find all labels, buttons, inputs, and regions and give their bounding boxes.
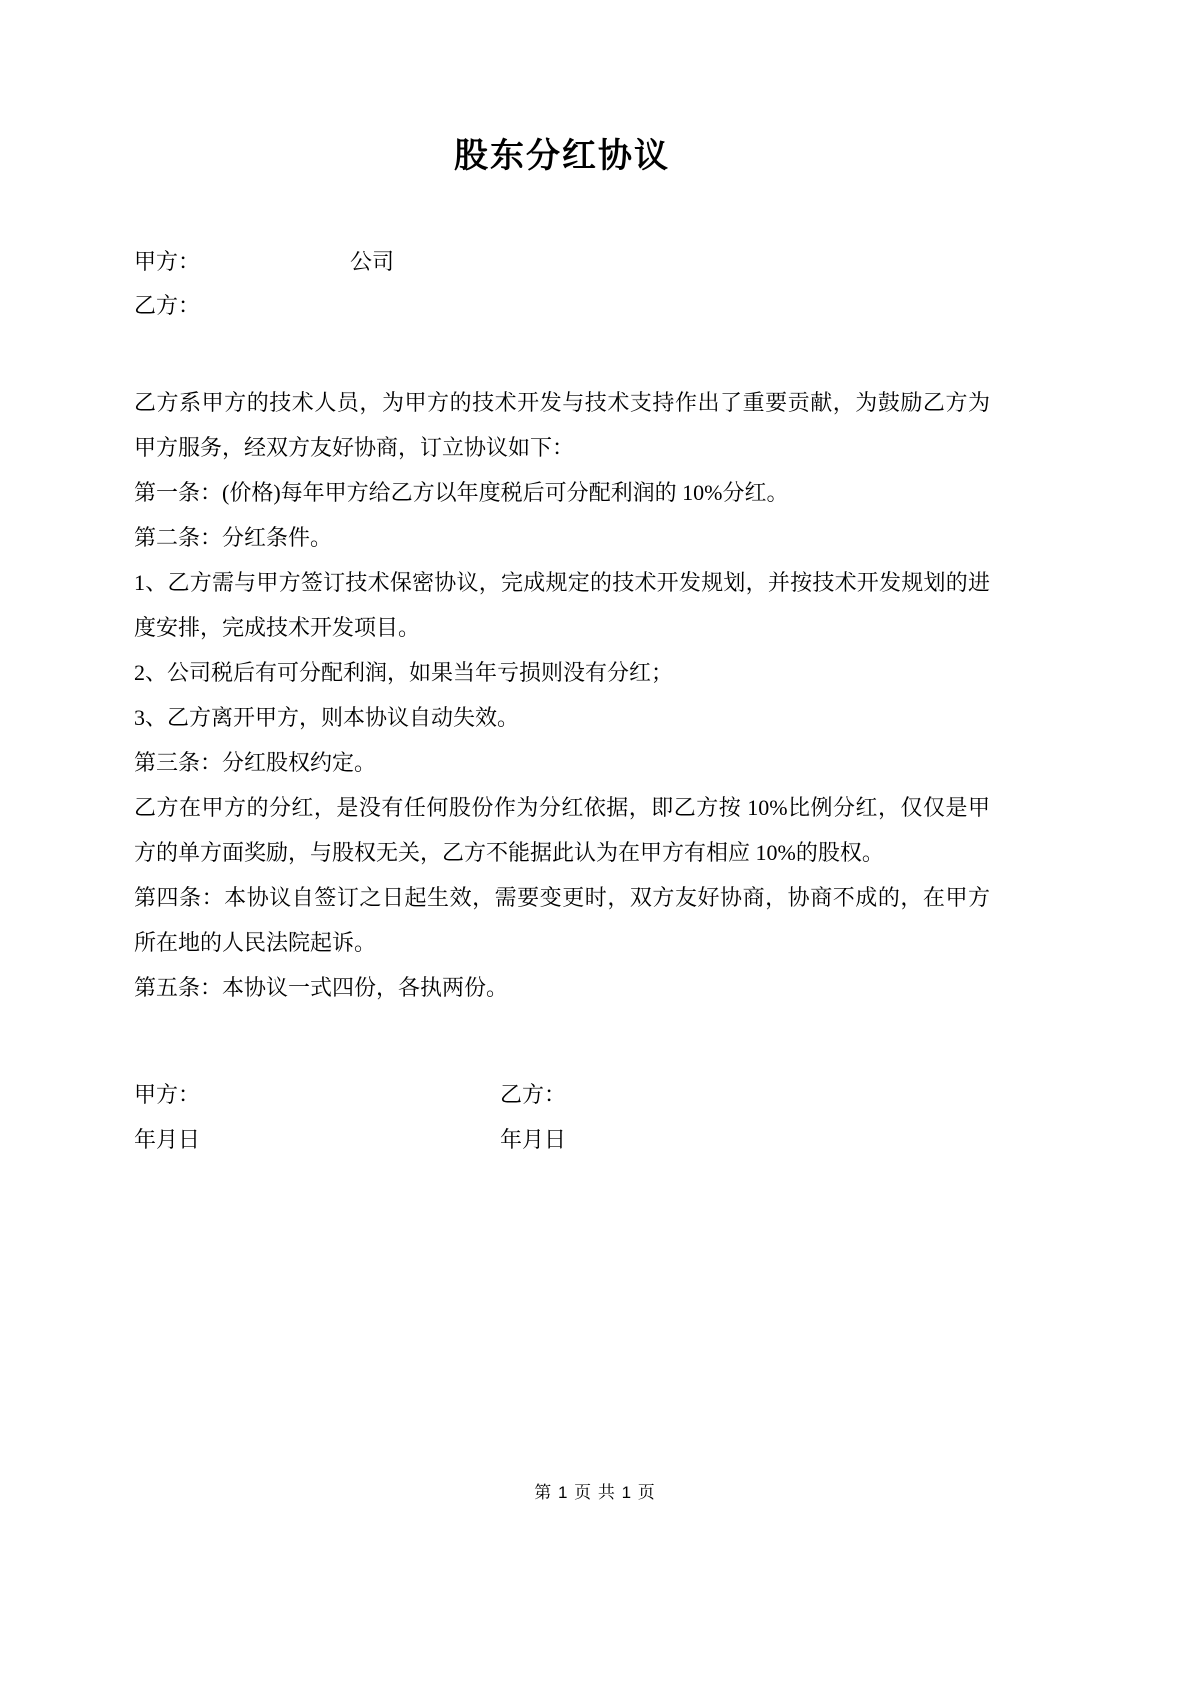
paragraph-article-3-body: 乙方在甲方的分红，是没有任何股份作为分红依据，即乙方按 10%比例分红，仅仅是甲方的单方面奖励，与股权无关，乙方不能据此认为在甲方有相应 10%的股权。 xyxy=(134,795,990,866)
party-row-b xyxy=(134,284,990,328)
paragraph-article-3: 第三条：分红股权约定。 xyxy=(134,750,377,776)
paragraph-item-3: 3、乙方离开甲方，则本协议自动失效。 xyxy=(134,705,520,731)
paragraph-article-2: 第二条：分红条件。 xyxy=(134,525,333,551)
signature-block xyxy=(134,1072,990,1162)
paragraph-article-1: 第一条：(价格)每年甲方给乙方以年度税后可分配利润的 10%分红。 xyxy=(134,480,789,506)
party-b-label: 乙方： xyxy=(134,293,201,319)
paragraph-article-4: 第四条：本协议自签订之日起生效，需要变更时，双方友好协商，协商不成的，在甲方所在地的人民法院起诉。 xyxy=(134,885,990,956)
party-row-a xyxy=(134,240,990,284)
party-block xyxy=(134,240,990,328)
paragraph-item-1: 1、乙方需与甲方签订技术保密协议，完成规定的技术开发规划，并按技术开发规划的进度安排，完成技术开发项目。 xyxy=(134,570,990,641)
signature-labels-row xyxy=(134,1072,990,1117)
page-title: 股东分红协议 xyxy=(454,137,670,175)
paragraph-item-2: 2、公司税后有可分配利润，如果当年亏损则没有分红； xyxy=(134,660,674,686)
signature-dates-row xyxy=(134,1117,990,1162)
document-content xyxy=(134,0,990,1162)
paragraph-intro: 乙方系甲方的技术人员，为甲方的技术开发与技术支持作出了重要贡献，为鼓励乙方为甲方服务，经双方友好协商，订立协议如下： xyxy=(134,390,990,461)
paragraph-article-5: 第五条：本协议一式四份，各执两份。 xyxy=(134,975,509,1001)
signature-party-a-date: 年月日 xyxy=(134,1127,201,1153)
signature-party-a-label: 甲方： xyxy=(134,1082,201,1108)
agreement-body xyxy=(134,380,990,1010)
party-a-label: 甲方： xyxy=(134,249,201,275)
signature-party-b-date: 年月日 xyxy=(500,1127,567,1153)
signature-party-b-label: 乙方： xyxy=(500,1082,567,1108)
page-number-text: 第 1 页 共 1 页 xyxy=(534,1483,656,1502)
party-a-value: 公司 xyxy=(350,249,395,275)
page-footer xyxy=(0,1478,1190,1503)
